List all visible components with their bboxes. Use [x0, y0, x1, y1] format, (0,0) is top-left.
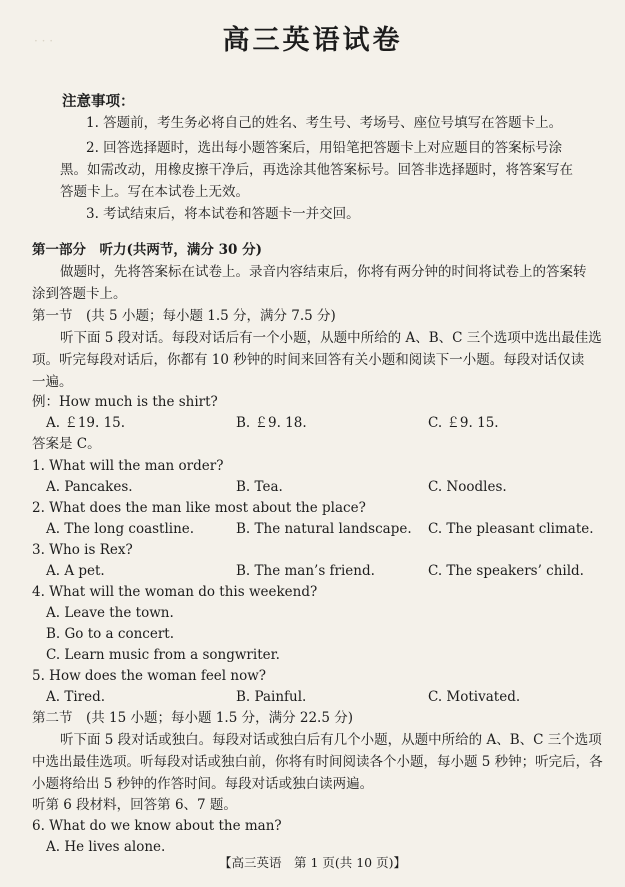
option-a: A. Tired. — [46, 689, 106, 705]
notice-line: 1. 答题前，考生务必将自己的姓名、考生号、考场号、座位号填写在答题卡上。 — [86, 115, 563, 131]
option-a: A. He lives alone. — [46, 839, 166, 855]
option-c: C. ￡9. 15. — [428, 415, 499, 431]
option-b: B. The man’s friend. — [236, 563, 375, 579]
option-b: B. The natural landscape. — [236, 521, 412, 537]
section1-heading: 第一节 (共 5 小题；每小题 1.5 分，满分 7.5 分) — [32, 308, 336, 324]
question-2-options — [46, 519, 606, 539]
part1-intro-line: 做题时，先将答案标在试卷上。录音内容结束后，你将有两分钟的时间将试卷上的答案转 — [60, 264, 587, 280]
option-a: A. Leave the town. — [46, 605, 174, 621]
notice-heading: 注意事项： — [62, 93, 135, 110]
option-b: B. ￡9. 18. — [236, 415, 307, 431]
section1-intro-line: 听下面 5 段对话。每段对话后有一个小题，从题中所给的 A、B、C 三个选项中选出最佳选 — [60, 330, 602, 346]
question-1-options — [46, 477, 606, 497]
section2-intro-line: 中选出最佳选项。听每段对话或独白前，你将有时间阅读各个小题，每小题 5 秒钟；听完后，各 — [32, 754, 603, 770]
option-a: A. ￡19. 15. — [46, 415, 126, 431]
material-instruction: 听第 6 段材料，回答第 6、7 题。 — [32, 797, 237, 813]
option-b: B. Painful. — [236, 689, 307, 705]
section2-intro-line: 听下面 5 段对话或独白。每段对话或独白后有几个小题，从题中所给的 A、B、C 三个选项 — [60, 732, 602, 748]
option-a: A. A pet. — [46, 563, 105, 579]
section1-intro-line: 一遍。 — [32, 374, 73, 390]
option-c: C. The pleasant climate. — [428, 521, 594, 537]
bleed-through-mark: · · · — [34, 34, 54, 48]
option-c: C. The speakers’ child. — [428, 563, 584, 579]
option-a: A. The long coastline. — [46, 521, 195, 537]
example-question: 例：How much is the shirt? — [32, 394, 218, 410]
question-4: 4. What will the woman do this weekend? — [32, 584, 318, 600]
option-b: B. Go to a concert. — [46, 626, 174, 642]
part1-heading: 第一部分 听力(共两节，满分 30 分) — [32, 242, 262, 258]
section2-intro-line: 小题将给出 5 秒钟的作答时间。每段对话或独白读两遍。 — [32, 776, 374, 792]
question-3: 3. Who is Rex? — [32, 542, 133, 558]
notice-line: 2. 回答选择题时，选出每小题答案后，用铅笔把答题卡上对应题目的答案标号涂 — [86, 140, 563, 156]
question-2: 2. What does the man like most about the place? — [32, 500, 366, 516]
notice-line: 答题卡上。写在本试卷上无效。 — [60, 184, 249, 200]
notice-line: 3. 考试结束后，将本试卷和答题卡一并交回。 — [86, 206, 360, 222]
part1-intro-line: 涂到答题卡上。 — [32, 286, 127, 302]
section2-heading: 第二节 (共 15 小题；每小题 1.5 分，满分 22.5 分) — [32, 710, 353, 726]
option-c: C. Noodles. — [428, 479, 507, 495]
option-c: C. Learn music from a songwriter. — [46, 647, 280, 663]
option-c: C. Motivated. — [428, 689, 521, 705]
option-a: A. Pancakes. — [46, 479, 133, 495]
notice-line: 黑。如需改动，用橡皮擦干净后，再选涂其他答案标号。回答非选择题时，将答案写在 — [60, 162, 573, 178]
section1-intro-line: 项。听完每段对话后，你都有 10 秒钟的时间来回答有关小题和阅读下一小题。每段对话仅读 — [32, 352, 585, 368]
example-answer: 答案是 C。 — [32, 436, 101, 452]
example-options — [46, 413, 606, 433]
question-5-options — [46, 687, 606, 707]
option-b: B. Tea. — [236, 479, 283, 495]
page-title: 高三英语试卷 — [222, 25, 403, 56]
page-footer: 【高三英语 第 1 页(共 10 页)】 — [218, 855, 406, 870]
question-5: 5. How does the woman feel now? — [32, 668, 267, 684]
question-3-options — [46, 561, 606, 581]
question-1: 1. What will the man order? — [32, 458, 224, 474]
question-6: 6. What do we know about the man? — [32, 818, 282, 834]
